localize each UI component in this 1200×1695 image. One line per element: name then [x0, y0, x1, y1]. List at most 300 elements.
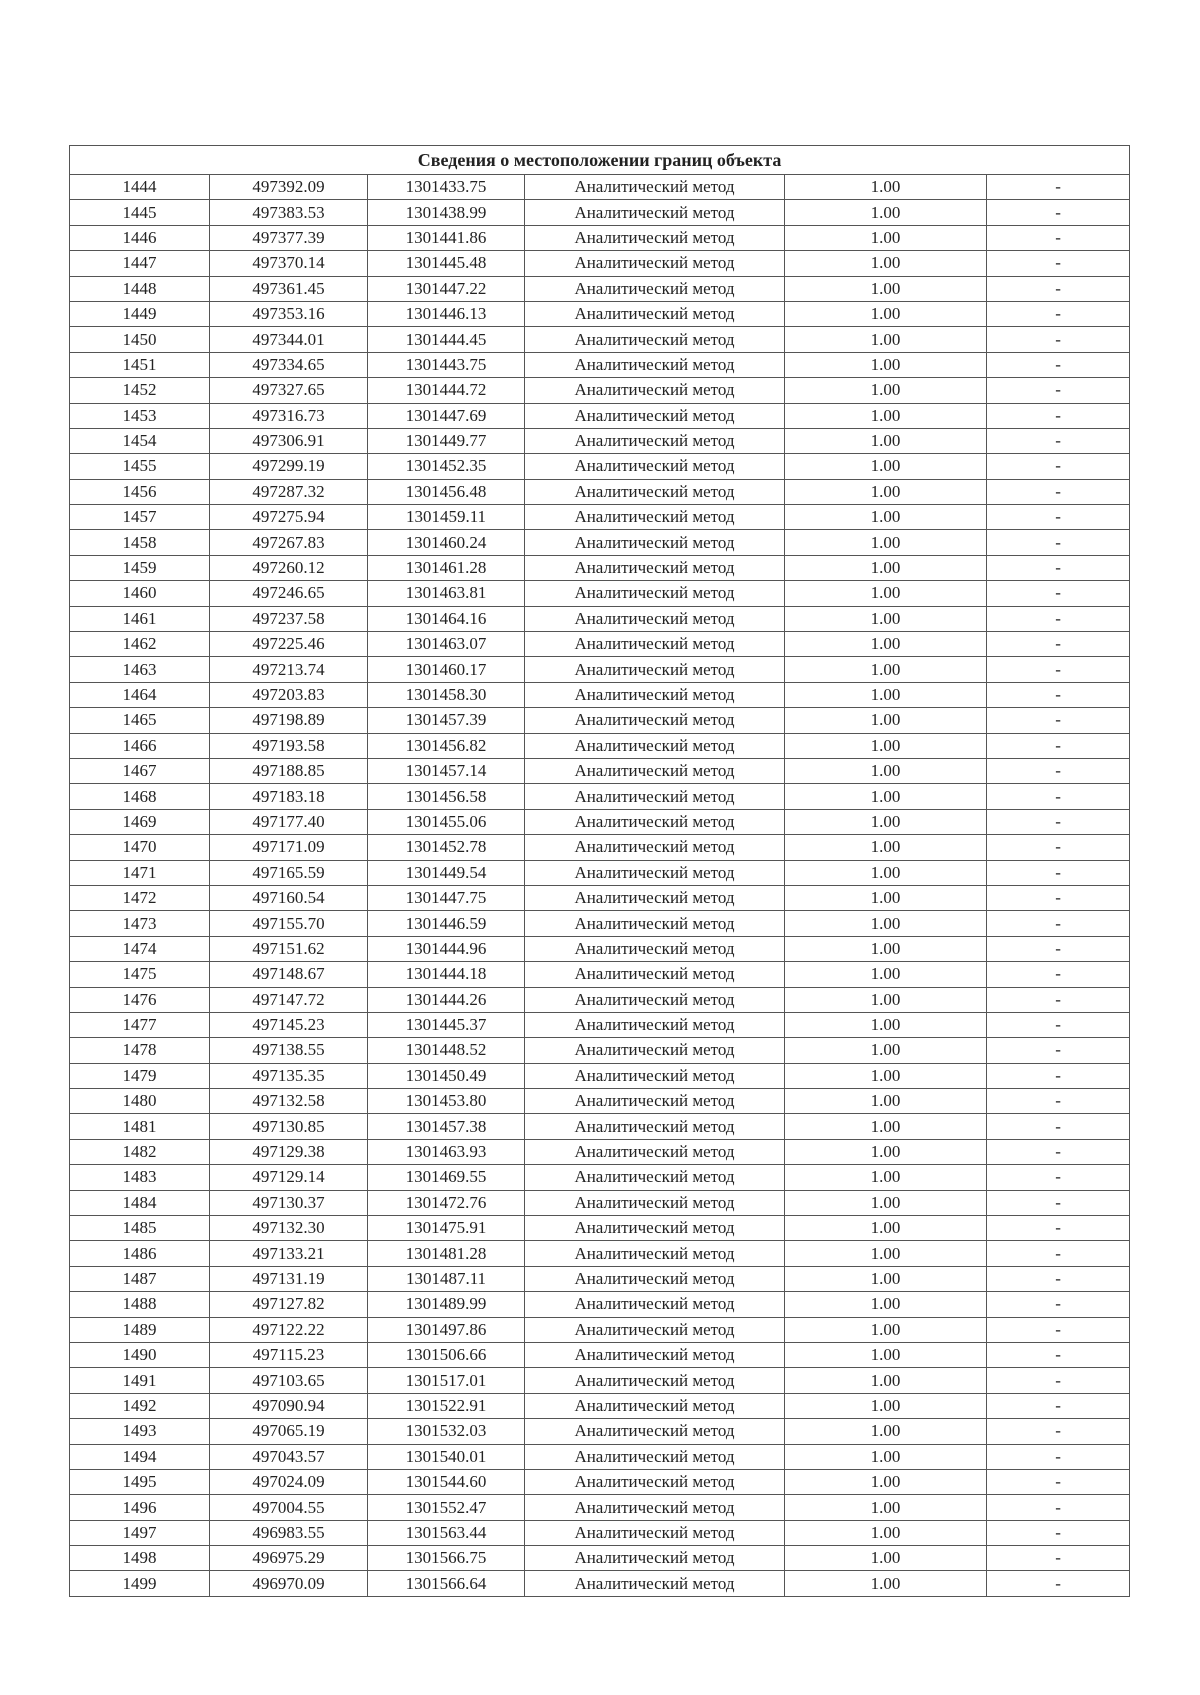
- y-coordinate-cell: 1301447.69: [368, 403, 525, 428]
- accuracy-cell: 1.00: [785, 175, 987, 200]
- point-number-cell: 1499: [70, 1571, 210, 1596]
- table-row: [70, 606, 1130, 631]
- table-row: [70, 1520, 1130, 1545]
- y-coordinate-cell: 1301487.11: [368, 1266, 525, 1291]
- method-cell: Аналитический метод: [525, 1368, 785, 1393]
- method-cell: Аналитический метод: [525, 1469, 785, 1494]
- accuracy-cell: 1.00: [785, 682, 987, 707]
- table-row: [70, 1089, 1130, 1114]
- description-cell: -: [987, 1444, 1130, 1469]
- description-cell: -: [987, 276, 1130, 301]
- x-coordinate-cell: 497287.32: [210, 479, 368, 504]
- x-coordinate-cell: 497129.38: [210, 1139, 368, 1164]
- accuracy-cell: 1.00: [785, 530, 987, 555]
- point-number-cell: 1465: [70, 708, 210, 733]
- point-number-cell: 1462: [70, 632, 210, 657]
- description-cell: -: [987, 251, 1130, 276]
- y-coordinate-cell: 1301441.86: [368, 225, 525, 250]
- point-number-cell: 1486: [70, 1241, 210, 1266]
- table-row: [70, 987, 1130, 1012]
- description-cell: -: [987, 1571, 1130, 1596]
- method-cell: Аналитический метод: [525, 1444, 785, 1469]
- accuracy-cell: 1.00: [785, 1063, 987, 1088]
- description-cell: -: [987, 632, 1130, 657]
- point-number-cell: 1466: [70, 733, 210, 758]
- y-coordinate-cell: 1301475.91: [368, 1216, 525, 1241]
- point-number-cell: 1456: [70, 479, 210, 504]
- point-number-cell: 1471: [70, 860, 210, 885]
- point-number-cell: 1453: [70, 403, 210, 428]
- table-row: [70, 708, 1130, 733]
- table-row: [70, 835, 1130, 860]
- description-cell: -: [987, 200, 1130, 225]
- description-cell: -: [987, 1012, 1130, 1037]
- y-coordinate-cell: 1301563.44: [368, 1520, 525, 1545]
- accuracy-cell: 1.00: [785, 657, 987, 682]
- description-cell: -: [987, 175, 1130, 200]
- point-number-cell: 1494: [70, 1444, 210, 1469]
- point-number-cell: 1470: [70, 835, 210, 860]
- x-coordinate-cell: 497344.01: [210, 327, 368, 352]
- description-cell: -: [987, 378, 1130, 403]
- x-coordinate-cell: 496975.29: [210, 1546, 368, 1571]
- x-coordinate-cell: 497138.55: [210, 1038, 368, 1063]
- description-cell: -: [987, 1089, 1130, 1114]
- y-coordinate-cell: 1301463.93: [368, 1139, 525, 1164]
- x-coordinate-cell: 497383.53: [210, 200, 368, 225]
- accuracy-cell: 1.00: [785, 505, 987, 530]
- x-coordinate-cell: 497130.85: [210, 1114, 368, 1139]
- y-coordinate-cell: 1301459.11: [368, 505, 525, 530]
- y-coordinate-cell: 1301445.37: [368, 1012, 525, 1037]
- y-coordinate-cell: 1301522.91: [368, 1393, 525, 1418]
- description-cell: -: [987, 758, 1130, 783]
- method-cell: Аналитический метод: [525, 251, 785, 276]
- y-coordinate-cell: 1301566.75: [368, 1546, 525, 1571]
- table-title-row: [70, 146, 1130, 175]
- x-coordinate-cell: 497188.85: [210, 758, 368, 783]
- table-row: [70, 809, 1130, 834]
- method-cell: Аналитический метод: [525, 1393, 785, 1418]
- description-cell: -: [987, 530, 1130, 555]
- description-cell: -: [987, 1241, 1130, 1266]
- table-row: [70, 327, 1130, 352]
- method-cell: Аналитический метод: [525, 555, 785, 580]
- x-coordinate-cell: 497183.18: [210, 784, 368, 809]
- method-cell: Аналитический метод: [525, 200, 785, 225]
- x-coordinate-cell: 497132.30: [210, 1216, 368, 1241]
- table-row: [70, 1444, 1130, 1469]
- table-row: [70, 885, 1130, 910]
- x-coordinate-cell: 497130.37: [210, 1190, 368, 1215]
- accuracy-cell: 1.00: [785, 1393, 987, 1418]
- x-coordinate-cell: 497299.19: [210, 454, 368, 479]
- method-cell: Аналитический метод: [525, 1520, 785, 1545]
- method-cell: Аналитический метод: [525, 530, 785, 555]
- accuracy-cell: 1.00: [785, 1089, 987, 1114]
- method-cell: Аналитический метод: [525, 784, 785, 809]
- method-cell: Аналитический метод: [525, 632, 785, 657]
- accuracy-cell: 1.00: [785, 251, 987, 276]
- y-coordinate-cell: 1301489.99: [368, 1292, 525, 1317]
- table-row: [70, 1038, 1130, 1063]
- point-number-cell: 1451: [70, 352, 210, 377]
- table-row: [70, 1495, 1130, 1520]
- x-coordinate-cell: 497225.46: [210, 632, 368, 657]
- table-row: [70, 403, 1130, 428]
- x-coordinate-cell: 497316.73: [210, 403, 368, 428]
- y-coordinate-cell: 1301460.17: [368, 657, 525, 682]
- y-coordinate-cell: 1301452.78: [368, 835, 525, 860]
- description-cell: -: [987, 733, 1130, 758]
- x-coordinate-cell: 497260.12: [210, 555, 368, 580]
- description-cell: -: [987, 1546, 1130, 1571]
- y-coordinate-cell: 1301544.60: [368, 1469, 525, 1494]
- accuracy-cell: 1.00: [785, 555, 987, 580]
- point-number-cell: 1473: [70, 911, 210, 936]
- accuracy-cell: 1.00: [785, 1546, 987, 1571]
- x-coordinate-cell: 497275.94: [210, 505, 368, 530]
- description-cell: -: [987, 1114, 1130, 1139]
- point-number-cell: 1495: [70, 1469, 210, 1494]
- x-coordinate-cell: 497115.23: [210, 1342, 368, 1367]
- description-cell: -: [987, 809, 1130, 834]
- point-number-cell: 1448: [70, 276, 210, 301]
- accuracy-cell: 1.00: [785, 454, 987, 479]
- method-cell: Аналитический метод: [525, 1419, 785, 1444]
- accuracy-cell: 1.00: [785, 1216, 987, 1241]
- y-coordinate-cell: 1301433.75: [368, 175, 525, 200]
- x-coordinate-cell: 497246.65: [210, 581, 368, 606]
- x-coordinate-cell: 497306.91: [210, 428, 368, 453]
- accuracy-cell: 1.00: [785, 1266, 987, 1291]
- y-coordinate-cell: 1301445.48: [368, 251, 525, 276]
- point-number-cell: 1464: [70, 682, 210, 707]
- y-coordinate-cell: 1301460.24: [368, 530, 525, 555]
- x-coordinate-cell: 497127.82: [210, 1292, 368, 1317]
- method-cell: Аналитический метод: [525, 1190, 785, 1215]
- x-coordinate-cell: 497237.58: [210, 606, 368, 631]
- method-cell: Аналитический метод: [525, 809, 785, 834]
- accuracy-cell: 1.00: [785, 860, 987, 885]
- y-coordinate-cell: 1301444.45: [368, 327, 525, 352]
- point-number-cell: 1484: [70, 1190, 210, 1215]
- method-cell: Аналитический метод: [525, 1292, 785, 1317]
- table-row: [70, 1368, 1130, 1393]
- y-coordinate-cell: 1301457.14: [368, 758, 525, 783]
- description-cell: -: [987, 403, 1130, 428]
- accuracy-cell: 1.00: [785, 581, 987, 606]
- description-cell: -: [987, 1317, 1130, 1342]
- description-cell: -: [987, 1038, 1130, 1063]
- accuracy-cell: 1.00: [785, 1444, 987, 1469]
- point-number-cell: 1479: [70, 1063, 210, 1088]
- accuracy-cell: 1.00: [785, 1038, 987, 1063]
- accuracy-cell: 1.00: [785, 632, 987, 657]
- point-number-cell: 1476: [70, 987, 210, 1012]
- y-coordinate-cell: 1301472.76: [368, 1190, 525, 1215]
- accuracy-cell: 1.00: [785, 352, 987, 377]
- x-coordinate-cell: 497132.58: [210, 1089, 368, 1114]
- x-coordinate-cell: 497155.70: [210, 911, 368, 936]
- y-coordinate-cell: 1301552.47: [368, 1495, 525, 1520]
- table-row: [70, 657, 1130, 682]
- point-number-cell: 1493: [70, 1419, 210, 1444]
- point-number-cell: 1475: [70, 962, 210, 987]
- table-row: [70, 378, 1130, 403]
- table-row: [70, 505, 1130, 530]
- x-coordinate-cell: 497090.94: [210, 1393, 368, 1418]
- point-number-cell: 1446: [70, 225, 210, 250]
- point-number-cell: 1485: [70, 1216, 210, 1241]
- description-cell: -: [987, 225, 1130, 250]
- method-cell: Аналитический метод: [525, 175, 785, 200]
- description-cell: -: [987, 327, 1130, 352]
- x-coordinate-cell: 496970.09: [210, 1571, 368, 1596]
- x-coordinate-cell: 497177.40: [210, 809, 368, 834]
- point-number-cell: 1455: [70, 454, 210, 479]
- y-coordinate-cell: 1301456.58: [368, 784, 525, 809]
- method-cell: Аналитический метод: [525, 301, 785, 326]
- point-number-cell: 1497: [70, 1520, 210, 1545]
- y-coordinate-cell: 1301532.03: [368, 1419, 525, 1444]
- accuracy-cell: 1.00: [785, 403, 987, 428]
- method-cell: Аналитический метод: [525, 962, 785, 987]
- x-coordinate-cell: 497122.22: [210, 1317, 368, 1342]
- method-cell: Аналитический метод: [525, 835, 785, 860]
- table-row: [70, 1292, 1130, 1317]
- table-row: [70, 581, 1130, 606]
- method-cell: Аналитический метод: [525, 454, 785, 479]
- document-page: [69, 145, 1129, 1597]
- y-coordinate-cell: 1301456.48: [368, 479, 525, 504]
- point-number-cell: 1454: [70, 428, 210, 453]
- table-row: [70, 175, 1130, 200]
- accuracy-cell: 1.00: [785, 1190, 987, 1215]
- description-cell: -: [987, 1419, 1130, 1444]
- method-cell: Аналитический метод: [525, 428, 785, 453]
- table-row: [70, 1012, 1130, 1037]
- x-coordinate-cell: 497171.09: [210, 835, 368, 860]
- point-number-cell: 1452: [70, 378, 210, 403]
- description-cell: -: [987, 505, 1130, 530]
- description-cell: -: [987, 1495, 1130, 1520]
- description-cell: -: [987, 555, 1130, 580]
- point-number-cell: 1468: [70, 784, 210, 809]
- description-cell: -: [987, 708, 1130, 733]
- point-number-cell: 1490: [70, 1342, 210, 1367]
- point-number-cell: 1481: [70, 1114, 210, 1139]
- method-cell: Аналитический метод: [525, 1012, 785, 1037]
- y-coordinate-cell: 1301456.82: [368, 733, 525, 758]
- y-coordinate-cell: 1301457.39: [368, 708, 525, 733]
- x-coordinate-cell: 497203.83: [210, 682, 368, 707]
- method-cell: Аналитический метод: [525, 1342, 785, 1367]
- accuracy-cell: 1.00: [785, 1419, 987, 1444]
- table-row: [70, 1546, 1130, 1571]
- method-cell: Аналитический метод: [525, 378, 785, 403]
- accuracy-cell: 1.00: [785, 1292, 987, 1317]
- y-coordinate-cell: 1301464.16: [368, 606, 525, 631]
- accuracy-cell: 1.00: [785, 1317, 987, 1342]
- x-coordinate-cell: 496983.55: [210, 1520, 368, 1545]
- description-cell: -: [987, 581, 1130, 606]
- point-number-cell: 1488: [70, 1292, 210, 1317]
- description-cell: -: [987, 657, 1130, 682]
- accuracy-cell: 1.00: [785, 479, 987, 504]
- y-coordinate-cell: 1301450.49: [368, 1063, 525, 1088]
- point-number-cell: 1447: [70, 251, 210, 276]
- table-body: [70, 146, 1130, 1597]
- accuracy-cell: 1.00: [785, 301, 987, 326]
- x-coordinate-cell: 497004.55: [210, 1495, 368, 1520]
- y-coordinate-cell: 1301438.99: [368, 200, 525, 225]
- y-coordinate-cell: 1301463.81: [368, 581, 525, 606]
- table-row: [70, 530, 1130, 555]
- method-cell: Аналитический метод: [525, 1139, 785, 1164]
- y-coordinate-cell: 1301448.52: [368, 1038, 525, 1063]
- description-cell: -: [987, 301, 1130, 326]
- point-number-cell: 1489: [70, 1317, 210, 1342]
- accuracy-cell: 1.00: [785, 809, 987, 834]
- table-row: [70, 251, 1130, 276]
- table-row: [70, 479, 1130, 504]
- point-number-cell: 1449: [70, 301, 210, 326]
- description-cell: -: [987, 1292, 1130, 1317]
- y-coordinate-cell: 1301452.35: [368, 454, 525, 479]
- description-cell: -: [987, 1393, 1130, 1418]
- table-row: [70, 1165, 1130, 1190]
- y-coordinate-cell: 1301455.06: [368, 809, 525, 834]
- point-number-cell: 1472: [70, 885, 210, 910]
- y-coordinate-cell: 1301461.28: [368, 555, 525, 580]
- point-number-cell: 1477: [70, 1012, 210, 1037]
- point-number-cell: 1491: [70, 1368, 210, 1393]
- description-cell: -: [987, 1139, 1130, 1164]
- point-number-cell: 1467: [70, 758, 210, 783]
- accuracy-cell: 1.00: [785, 1342, 987, 1367]
- point-number-cell: 1463: [70, 657, 210, 682]
- accuracy-cell: 1.00: [785, 1520, 987, 1545]
- table-row: [70, 962, 1130, 987]
- accuracy-cell: 1.00: [785, 962, 987, 987]
- accuracy-cell: 1.00: [785, 1469, 987, 1494]
- point-number-cell: 1457: [70, 505, 210, 530]
- x-coordinate-cell: 497353.16: [210, 301, 368, 326]
- x-coordinate-cell: 497133.21: [210, 1241, 368, 1266]
- table-row: [70, 1190, 1130, 1215]
- y-coordinate-cell: 1301566.64: [368, 1571, 525, 1596]
- method-cell: Аналитический метод: [525, 987, 785, 1012]
- point-number-cell: 1459: [70, 555, 210, 580]
- y-coordinate-cell: 1301444.96: [368, 936, 525, 961]
- table-row: [70, 1114, 1130, 1139]
- x-coordinate-cell: 497148.67: [210, 962, 368, 987]
- method-cell: Аналитический метод: [525, 1063, 785, 1088]
- x-coordinate-cell: 497361.45: [210, 276, 368, 301]
- table-row: [70, 276, 1130, 301]
- point-number-cell: 1461: [70, 606, 210, 631]
- table-row: [70, 936, 1130, 961]
- accuracy-cell: 1.00: [785, 885, 987, 910]
- table-row: [70, 911, 1130, 936]
- method-cell: Аналитический метод: [525, 1241, 785, 1266]
- description-cell: -: [987, 479, 1130, 504]
- point-number-cell: 1492: [70, 1393, 210, 1418]
- x-coordinate-cell: 497103.65: [210, 1368, 368, 1393]
- point-number-cell: 1478: [70, 1038, 210, 1063]
- description-cell: -: [987, 454, 1130, 479]
- description-cell: -: [987, 428, 1130, 453]
- x-coordinate-cell: 497043.57: [210, 1444, 368, 1469]
- method-cell: Аналитический метод: [525, 936, 785, 961]
- method-cell: Аналитический метод: [525, 1546, 785, 1571]
- method-cell: Аналитический метод: [525, 276, 785, 301]
- table-row: [70, 1216, 1130, 1241]
- x-coordinate-cell: 497267.83: [210, 530, 368, 555]
- method-cell: Аналитический метод: [525, 1114, 785, 1139]
- x-coordinate-cell: 497327.65: [210, 378, 368, 403]
- accuracy-cell: 1.00: [785, 276, 987, 301]
- method-cell: Аналитический метод: [525, 1317, 785, 1342]
- y-coordinate-cell: 1301453.80: [368, 1089, 525, 1114]
- table-row: [70, 1393, 1130, 1418]
- accuracy-cell: 1.00: [785, 1368, 987, 1393]
- table-row: [70, 352, 1130, 377]
- table-row: [70, 428, 1130, 453]
- point-number-cell: 1496: [70, 1495, 210, 1520]
- y-coordinate-cell: 1301449.54: [368, 860, 525, 885]
- method-cell: Аналитический метод: [525, 479, 785, 504]
- y-coordinate-cell: 1301446.13: [368, 301, 525, 326]
- table-row: [70, 454, 1130, 479]
- accuracy-cell: 1.00: [785, 1495, 987, 1520]
- accuracy-cell: 1.00: [785, 911, 987, 936]
- table-row: [70, 860, 1130, 885]
- method-cell: Аналитический метод: [525, 682, 785, 707]
- y-coordinate-cell: 1301469.55: [368, 1165, 525, 1190]
- x-coordinate-cell: 497145.23: [210, 1012, 368, 1037]
- method-cell: Аналитический метод: [525, 352, 785, 377]
- accuracy-cell: 1.00: [785, 327, 987, 352]
- y-coordinate-cell: 1301463.07: [368, 632, 525, 657]
- x-coordinate-cell: 497131.19: [210, 1266, 368, 1291]
- point-number-cell: 1482: [70, 1139, 210, 1164]
- accuracy-cell: 1.00: [785, 987, 987, 1012]
- method-cell: Аналитический метод: [525, 733, 785, 758]
- description-cell: -: [987, 1165, 1130, 1190]
- x-coordinate-cell: 497334.65: [210, 352, 368, 377]
- table-row: [70, 1266, 1130, 1291]
- accuracy-cell: 1.00: [785, 936, 987, 961]
- point-number-cell: 1445: [70, 200, 210, 225]
- table-row: [70, 1241, 1130, 1266]
- description-cell: -: [987, 1216, 1130, 1241]
- y-coordinate-cell: 1301540.01: [368, 1444, 525, 1469]
- table-row: [70, 758, 1130, 783]
- accuracy-cell: 1.00: [785, 1571, 987, 1596]
- x-coordinate-cell: 497165.59: [210, 860, 368, 885]
- point-number-cell: 1444: [70, 175, 210, 200]
- x-coordinate-cell: 497135.35: [210, 1063, 368, 1088]
- table-row: [70, 733, 1130, 758]
- y-coordinate-cell: 1301449.77: [368, 428, 525, 453]
- method-cell: Аналитический метод: [525, 505, 785, 530]
- method-cell: Аналитический метод: [525, 1216, 785, 1241]
- table-row: [70, 225, 1130, 250]
- description-cell: -: [987, 885, 1130, 910]
- method-cell: Аналитический метод: [525, 1571, 785, 1596]
